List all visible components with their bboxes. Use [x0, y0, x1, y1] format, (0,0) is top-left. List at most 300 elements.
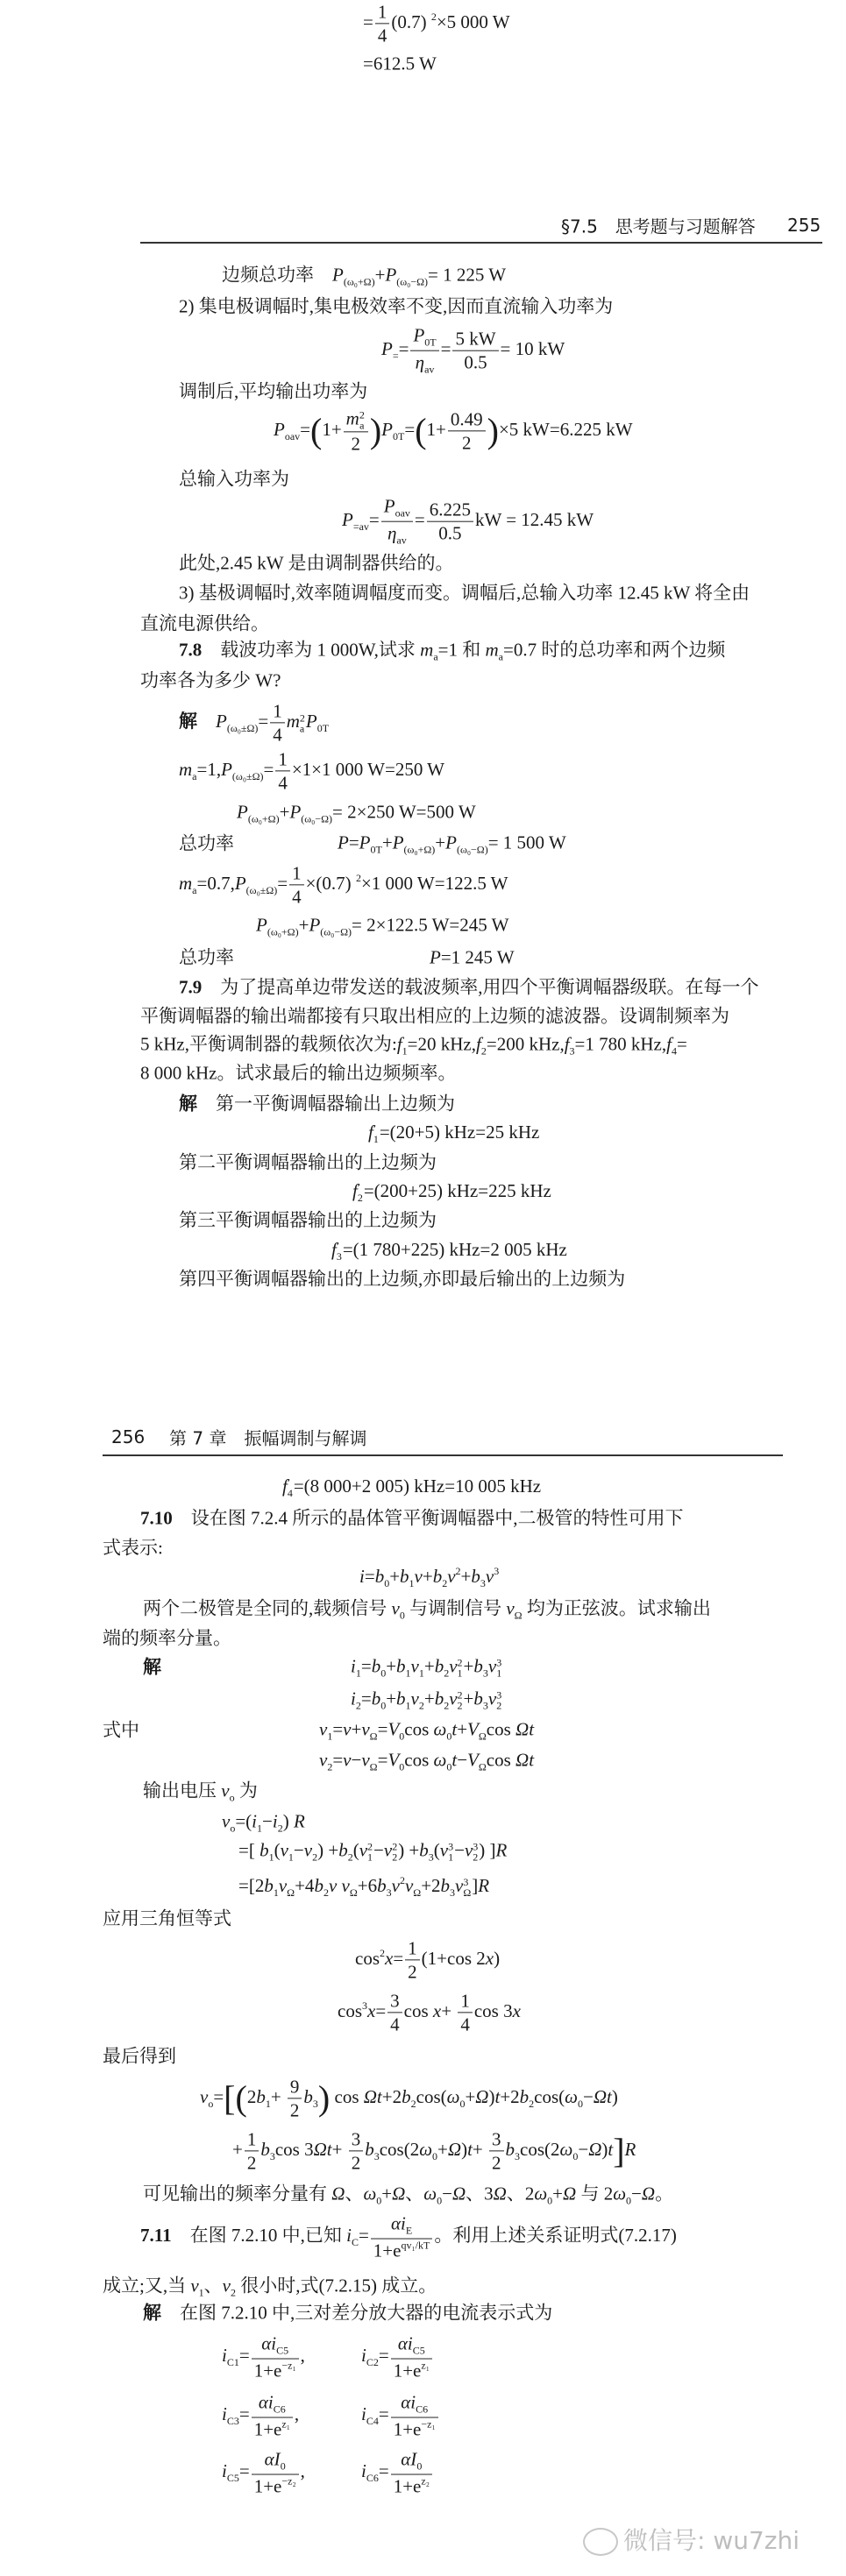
math-variable: P: [430, 946, 441, 968]
subscript: 3: [480, 1576, 486, 1589]
subscript: 3: [269, 2149, 275, 2162]
subscript: 0: [380, 1667, 387, 1680]
equation-line: [179, 748, 444, 793]
text-run: cos: [355, 1947, 380, 1969]
equation-line: [200, 2076, 618, 2120]
subscript: (ω₀−Ω): [396, 275, 429, 288]
text-run: 为了提高单边带发送的载波频率,用四个平衡调幅器级联。在每一个: [202, 976, 759, 998]
math-variable: v: [319, 1718, 328, 1740]
math-variable: f: [368, 1121, 373, 1143]
math-variable: f: [282, 1475, 288, 1497]
subscript: 2: [418, 1699, 424, 1712]
math-variable: Ω: [331, 2183, 345, 2204]
fraction: [252, 2449, 299, 2497]
text-run: =(20+5) kHz=25 kHz: [379, 1121, 540, 1143]
numerator: [410, 325, 438, 351]
text-run: 2: [492, 2152, 501, 2174]
math-variable: x: [485, 1947, 494, 1969]
text-run: =612.5 W: [363, 53, 437, 74]
text-run: 0.49: [450, 408, 483, 430]
math-variable: P: [359, 832, 371, 853]
subscript: 2: [357, 1192, 363, 1205]
text-run: 4: [390, 2013, 400, 2035]
denominator: [448, 431, 486, 453]
text-run: 1+e: [253, 2360, 282, 2381]
numerator: [427, 499, 473, 521]
text-run: 4: [292, 886, 302, 908]
text-run: =: [363, 11, 373, 32]
text-run: +: [422, 1565, 433, 1587]
text-run: 、2: [506, 2183, 535, 2204]
text-run: 、3: [466, 2183, 494, 2204]
subscript: C2: [366, 2355, 379, 2368]
text-run: =: [378, 2344, 389, 2366]
math-variable: x: [432, 1999, 442, 2021]
text-run: 两个二极管是全同的,载频信号: [143, 1597, 392, 1619]
text-run: =(: [235, 1810, 252, 1832]
math-variable: v: [361, 1749, 370, 1771]
denominator: [489, 2152, 504, 2174]
equation-line: [352, 1180, 551, 1203]
subscript: 0: [399, 1730, 405, 1743]
subscript: C3: [226, 2414, 239, 2427]
text-run: 1: [273, 700, 282, 722]
fraction: [252, 2392, 293, 2440]
math-variable: f: [476, 1033, 481, 1055]
math-variable: ω: [565, 2085, 578, 2107]
text-run: cos(2: [520, 2138, 560, 2160]
numerator: [448, 408, 486, 431]
equation-line: [338, 1990, 521, 2035]
math-variable: t: [494, 2085, 501, 2107]
subscript: o: [208, 2097, 214, 2110]
subscript: 1: [268, 1851, 274, 1864]
text-run: =0.7,: [196, 872, 235, 894]
subscript: 0: [437, 2194, 443, 2207]
equation-line: [363, 53, 437, 74]
math-variable: v: [343, 1718, 352, 1740]
subscript: 3: [450, 1886, 456, 1899]
subscript: 1: [409, 1576, 415, 1589]
subscript: 0T: [370, 843, 382, 856]
equation-line: [179, 700, 329, 745]
text-line: [179, 552, 453, 574]
text-run: 。: [655, 2183, 674, 2204]
bracket: (: [310, 410, 323, 450]
text-run: 3: [390, 1990, 400, 2012]
math-variable: P: [305, 710, 317, 732]
text-run: +: [279, 801, 290, 823]
math-variable: f: [396, 1033, 402, 1055]
text-run: ): [611, 2085, 618, 2107]
numerator: [489, 2128, 504, 2151]
fraction: [405, 1937, 420, 1982]
text-run: 式中: [103, 1719, 139, 1741]
math-variable: b: [432, 1565, 443, 1587]
superscript: −z₂: [281, 2474, 296, 2488]
subscript: 1: [327, 1730, 333, 1743]
text-run: 第二平衡调幅器输出的上边频为: [179, 1151, 437, 1173]
superscript: 3: [496, 1688, 502, 1702]
text-run: =: [358, 2224, 369, 2246]
superscript: qv₁/kT: [401, 2239, 430, 2252]
text-run: +: [298, 914, 309, 936]
math-variable: b: [396, 1655, 406, 1677]
page-number: 256: [111, 1426, 146, 1447]
text-run: =: [238, 2344, 250, 2366]
superscript: z₁: [421, 2359, 430, 2372]
problem-number: 解: [179, 1093, 197, 1115]
subscript: av: [396, 534, 407, 547]
text-run: = 2×122.5 W=245 W: [352, 914, 509, 936]
subscript: (ω₀±Ω): [245, 883, 278, 896]
header-rule: [140, 242, 822, 244]
denominator: [410, 351, 438, 377]
superscript: 2: [457, 1688, 463, 1702]
text-run: 3: [351, 2128, 361, 2150]
math-variable: P: [256, 914, 267, 936]
text-run: 均为正弦波。试求输出: [522, 1597, 711, 1619]
text-run: 1+: [426, 418, 446, 440]
math-variable: αi: [401, 2391, 416, 2413]
math-variable: f: [666, 1033, 672, 1055]
math-variable: αi: [261, 2332, 277, 2354]
text-run: ×5 000 W: [436, 11, 510, 32]
text-run: 第三平衡调幅器输出的上边频为: [179, 1209, 437, 1231]
text-run: 1: [246, 2128, 257, 2150]
math-variable: f: [352, 1179, 358, 1201]
equation-line: [274, 407, 633, 454]
text-run: 边频总功率: [222, 264, 332, 286]
text-run: ): [461, 2138, 468, 2160]
text-run: =: [377, 1749, 388, 1771]
watermark: [583, 2522, 800, 2557]
text-run: (: [433, 1839, 440, 1861]
subscript: 0: [280, 2459, 286, 2473]
subscript: Ω: [369, 1730, 378, 1743]
math-variable: m: [179, 758, 193, 780]
subscript: 1: [265, 2097, 271, 2110]
denominator: [275, 772, 290, 794]
math-variable: ω: [613, 2183, 627, 2204]
text-run: 平衡调幅器的输出端都接有只取出相应的上边频的滤波器。设调制频率为: [140, 1005, 729, 1027]
equation-line: [361, 2333, 434, 2381]
text-run: 、: [405, 2183, 424, 2204]
math-variable: i: [361, 2459, 366, 2481]
problem-7-8: [179, 639, 725, 662]
math-variable: αi: [397, 2332, 413, 2354]
subscript: 0: [376, 2194, 382, 2207]
text-run: +2: [381, 2085, 402, 2107]
math-variable: ω: [363, 2183, 377, 2204]
math-variable: P: [381, 418, 393, 440]
text-run: +: [463, 1655, 474, 1677]
text-run: cos(: [534, 2085, 565, 2107]
subscript: 0: [384, 1576, 390, 1589]
math-variable: b: [371, 1688, 381, 1709]
fraction: [270, 700, 285, 745]
text-run: +: [435, 832, 446, 853]
math-variable: b: [505, 2138, 515, 2160]
denominator: [289, 886, 304, 908]
text-run: =0.7 时的总功率和两个边频: [503, 639, 726, 661]
text-run: +: [552, 2183, 564, 2204]
math-variable: b: [440, 1874, 451, 1896]
math-variable: ω: [534, 2183, 548, 2204]
text-run: 9: [289, 2076, 300, 2098]
math-variable: i: [252, 1810, 258, 1832]
text-run: =: [332, 1749, 344, 1771]
math-variable: Ω: [392, 2183, 406, 2204]
text-run: 1: [292, 862, 302, 884]
text-run: +: [270, 2085, 286, 2107]
text-run: −: [578, 2138, 589, 2160]
text-run: +: [381, 2183, 393, 2204]
equation-line: [363, 1, 510, 46]
text-run: ,: [300, 2459, 305, 2481]
text-run: 输出电压: [143, 1780, 222, 1801]
subscript: 2: [480, 1044, 487, 1058]
subscript: 2: [410, 2097, 416, 2110]
math-variable: t: [467, 2138, 473, 2160]
text-run: =200 kHz,: [486, 1033, 565, 1055]
math-variable: P: [445, 832, 457, 853]
math-variable: v: [359, 1839, 368, 1861]
text-run: 2: [408, 1961, 417, 1983]
denominator: [270, 724, 285, 746]
superscript: 3: [362, 1999, 367, 2012]
text-run: +: [472, 2138, 488, 2160]
superscript: −z₁: [281, 2359, 296, 2372]
equation-line: [238, 1874, 489, 1899]
bracket: ): [369, 410, 382, 450]
text-run: ): [282, 1810, 294, 1832]
subscript: av: [424, 363, 435, 376]
text-run: =: [377, 1718, 388, 1740]
text-run: =: [378, 2459, 389, 2481]
subscript: a: [498, 650, 503, 663]
subscript: 0: [399, 1760, 405, 1773]
text-run: −: [457, 1749, 468, 1771]
subscript: 0: [416, 2459, 423, 2473]
text-run: −: [583, 2085, 594, 2107]
denominator: [344, 433, 368, 455]
text-run: (: [352, 1839, 359, 1861]
text-run: 2: [461, 432, 472, 454]
math-variable: P: [332, 264, 344, 286]
math-variable: b: [377, 1874, 387, 1896]
text-run: cos: [403, 1999, 433, 2021]
fraction: [375, 1, 390, 46]
superscript: ′: [336, 1240, 339, 1253]
subscript: =av: [352, 520, 369, 533]
subscript: 2: [444, 1699, 450, 1712]
subscript: Ω: [514, 1609, 523, 1622]
math-variable: b: [419, 1839, 429, 1861]
equation-line: [222, 2392, 299, 2440]
fraction: [344, 407, 368, 454]
math-variable: v: [343, 1749, 352, 1771]
text-run: =: [332, 1718, 344, 1740]
math-variable: ω: [419, 2138, 433, 2160]
text-run: 3) 基极调幅时,效率随调幅度而变。调幅后,总输入功率 12.45 kW 将全由: [179, 582, 750, 604]
math-variable: P: [342, 508, 353, 530]
text-line: [103, 1907, 231, 1929]
text-line: [103, 1627, 231, 1649]
numerator: [252, 2392, 293, 2418]
text-run: ): [488, 2085, 495, 2107]
denominator: [245, 2152, 259, 2174]
text-run: =: [398, 337, 409, 359]
math-variable: v: [449, 1655, 458, 1677]
problem-number: 解: [179, 710, 197, 732]
equation-line: [338, 832, 566, 855]
fraction: [410, 325, 438, 377]
subscript: (ω₀−Ω): [456, 843, 488, 856]
math-variable: R: [293, 1810, 305, 1832]
numerator: [391, 2449, 432, 2475]
subscript: 0: [547, 2194, 553, 2207]
text-line: [143, 2302, 552, 2324]
math-variable: b: [314, 1874, 323, 1896]
text-line: [140, 669, 281, 691]
text-run: 与调制信号: [404, 1597, 507, 1619]
text-run: 2: [351, 2152, 361, 2174]
text-run: =1 780 kHz,: [574, 1033, 667, 1055]
subscript: 1: [288, 1851, 294, 1864]
math-variable: R: [624, 2138, 636, 2160]
text-run: +4: [295, 1874, 315, 1896]
subscript: C6: [273, 2403, 286, 2416]
math-variable: v: [506, 1597, 515, 1619]
math-variable: b: [259, 1839, 269, 1861]
equation-line: [282, 1476, 541, 1498]
subscript: 3: [428, 1851, 434, 1864]
subscript: (ω₀+Ω): [403, 843, 436, 856]
text-run: 应用三角恒等式: [103, 1907, 231, 1929]
math-variable: P: [309, 914, 321, 936]
subscript: a: [192, 769, 197, 782]
text-run: cos: [330, 2085, 364, 2107]
text-line: [143, 2183, 673, 2206]
subscript: 0T: [424, 336, 437, 349]
subscript: 1: [457, 1667, 463, 1680]
text-run: 功率各为多少 W?: [140, 669, 281, 691]
math-variable: b: [471, 1565, 480, 1587]
text-run: 、: [345, 2183, 364, 2204]
subscript: (ω₀−Ω): [301, 812, 333, 825]
fraction: [427, 499, 473, 543]
text-run: 此处,2.45 kW 是由调制器供给的。: [179, 552, 454, 574]
math-variable: P: [381, 337, 393, 359]
fraction: [458, 1990, 473, 2035]
subscript: Ω: [463, 1886, 472, 1899]
math-variable: Ω: [588, 2138, 602, 2160]
subscript: 2: [529, 2097, 535, 2110]
text-run: ×(0.7): [305, 872, 356, 894]
numerator: [391, 2392, 438, 2418]
text-run: 4: [273, 724, 282, 746]
math-variable: m: [485, 639, 499, 661]
fraction: [371, 2213, 433, 2261]
text-line: [143, 1780, 258, 1803]
text-run: 3: [492, 2128, 501, 2150]
text-run: +: [423, 1688, 435, 1709]
subscript: (ω₀+Ω): [343, 275, 375, 288]
problem-number: 解: [143, 1656, 161, 1678]
math-variable: f: [331, 1238, 337, 1260]
fraction: [387, 1990, 402, 2035]
numerator: [344, 407, 368, 432]
math-variable: αi: [390, 2212, 406, 2234]
text-run: cos: [338, 1999, 362, 2021]
math-variable: P: [216, 710, 227, 732]
math-variable: P: [221, 758, 232, 780]
denominator: [452, 351, 498, 373]
subscript: 1: [373, 1133, 379, 1146]
text-run: −: [454, 1839, 465, 1861]
text-run: ×1 000 W=122.5 W: [360, 872, 508, 894]
text-run: 1+: [322, 418, 342, 440]
problem-number: 7.11: [140, 2224, 172, 2246]
math-variable: R: [478, 1874, 490, 1896]
numerator: [275, 748, 290, 771]
subscript: 0: [446, 1730, 452, 1743]
math-variable: b: [400, 1565, 409, 1587]
text-line: [140, 1033, 687, 1057]
subscript: 3: [569, 1044, 575, 1058]
fraction: [252, 2333, 299, 2381]
subscript: (ω₀±Ω): [226, 721, 259, 734]
text-line: [103, 2275, 437, 2298]
sup-sub-stack: [473, 1841, 478, 1862]
text-run: 2: [246, 2152, 257, 2174]
text-run: 1+e: [393, 2475, 422, 2497]
text-run: 调制后,平均输出功率为: [179, 380, 368, 402]
math-variable: b: [264, 1874, 274, 1896]
superscript: 2: [399, 1873, 405, 1886]
math-variable: i: [351, 1688, 356, 1709]
denominator: [391, 2474, 432, 2496]
math-variable: m: [179, 872, 193, 894]
denominator: [375, 25, 390, 46]
sup-sub-stack: [359, 410, 365, 431]
subscript: 0T: [393, 429, 405, 442]
fraction: [288, 2076, 302, 2120]
denominator: [288, 2099, 302, 2121]
problem-number: 7.8: [179, 639, 203, 661]
text-run: 2: [351, 433, 360, 455]
running-header-chapter: 第 7 章 振幅调制与解调: [169, 1427, 367, 1449]
numerator: [270, 700, 285, 723]
text-run: 总功率: [179, 946, 234, 968]
numerator: [452, 328, 498, 350]
math-variable: P: [392, 832, 404, 853]
text-run: =: [404, 418, 416, 440]
text-run: ,: [300, 2344, 305, 2366]
math-variable: b: [365, 2138, 374, 2160]
text-run: 8 000 kHz。试求最后的输出边频频率。: [140, 1062, 457, 1084]
text-run: 1+e: [393, 2360, 422, 2381]
subscript: 2: [442, 1576, 448, 1589]
text-run: =1 和: [437, 639, 486, 661]
fraction: [391, 2449, 432, 2497]
text-run: +: [463, 1688, 474, 1709]
text-run: = 1 500 W: [487, 832, 566, 853]
math-variable: ω: [446, 2085, 460, 2107]
math-variable: P: [289, 801, 302, 823]
equation-line: [368, 1122, 539, 1144]
